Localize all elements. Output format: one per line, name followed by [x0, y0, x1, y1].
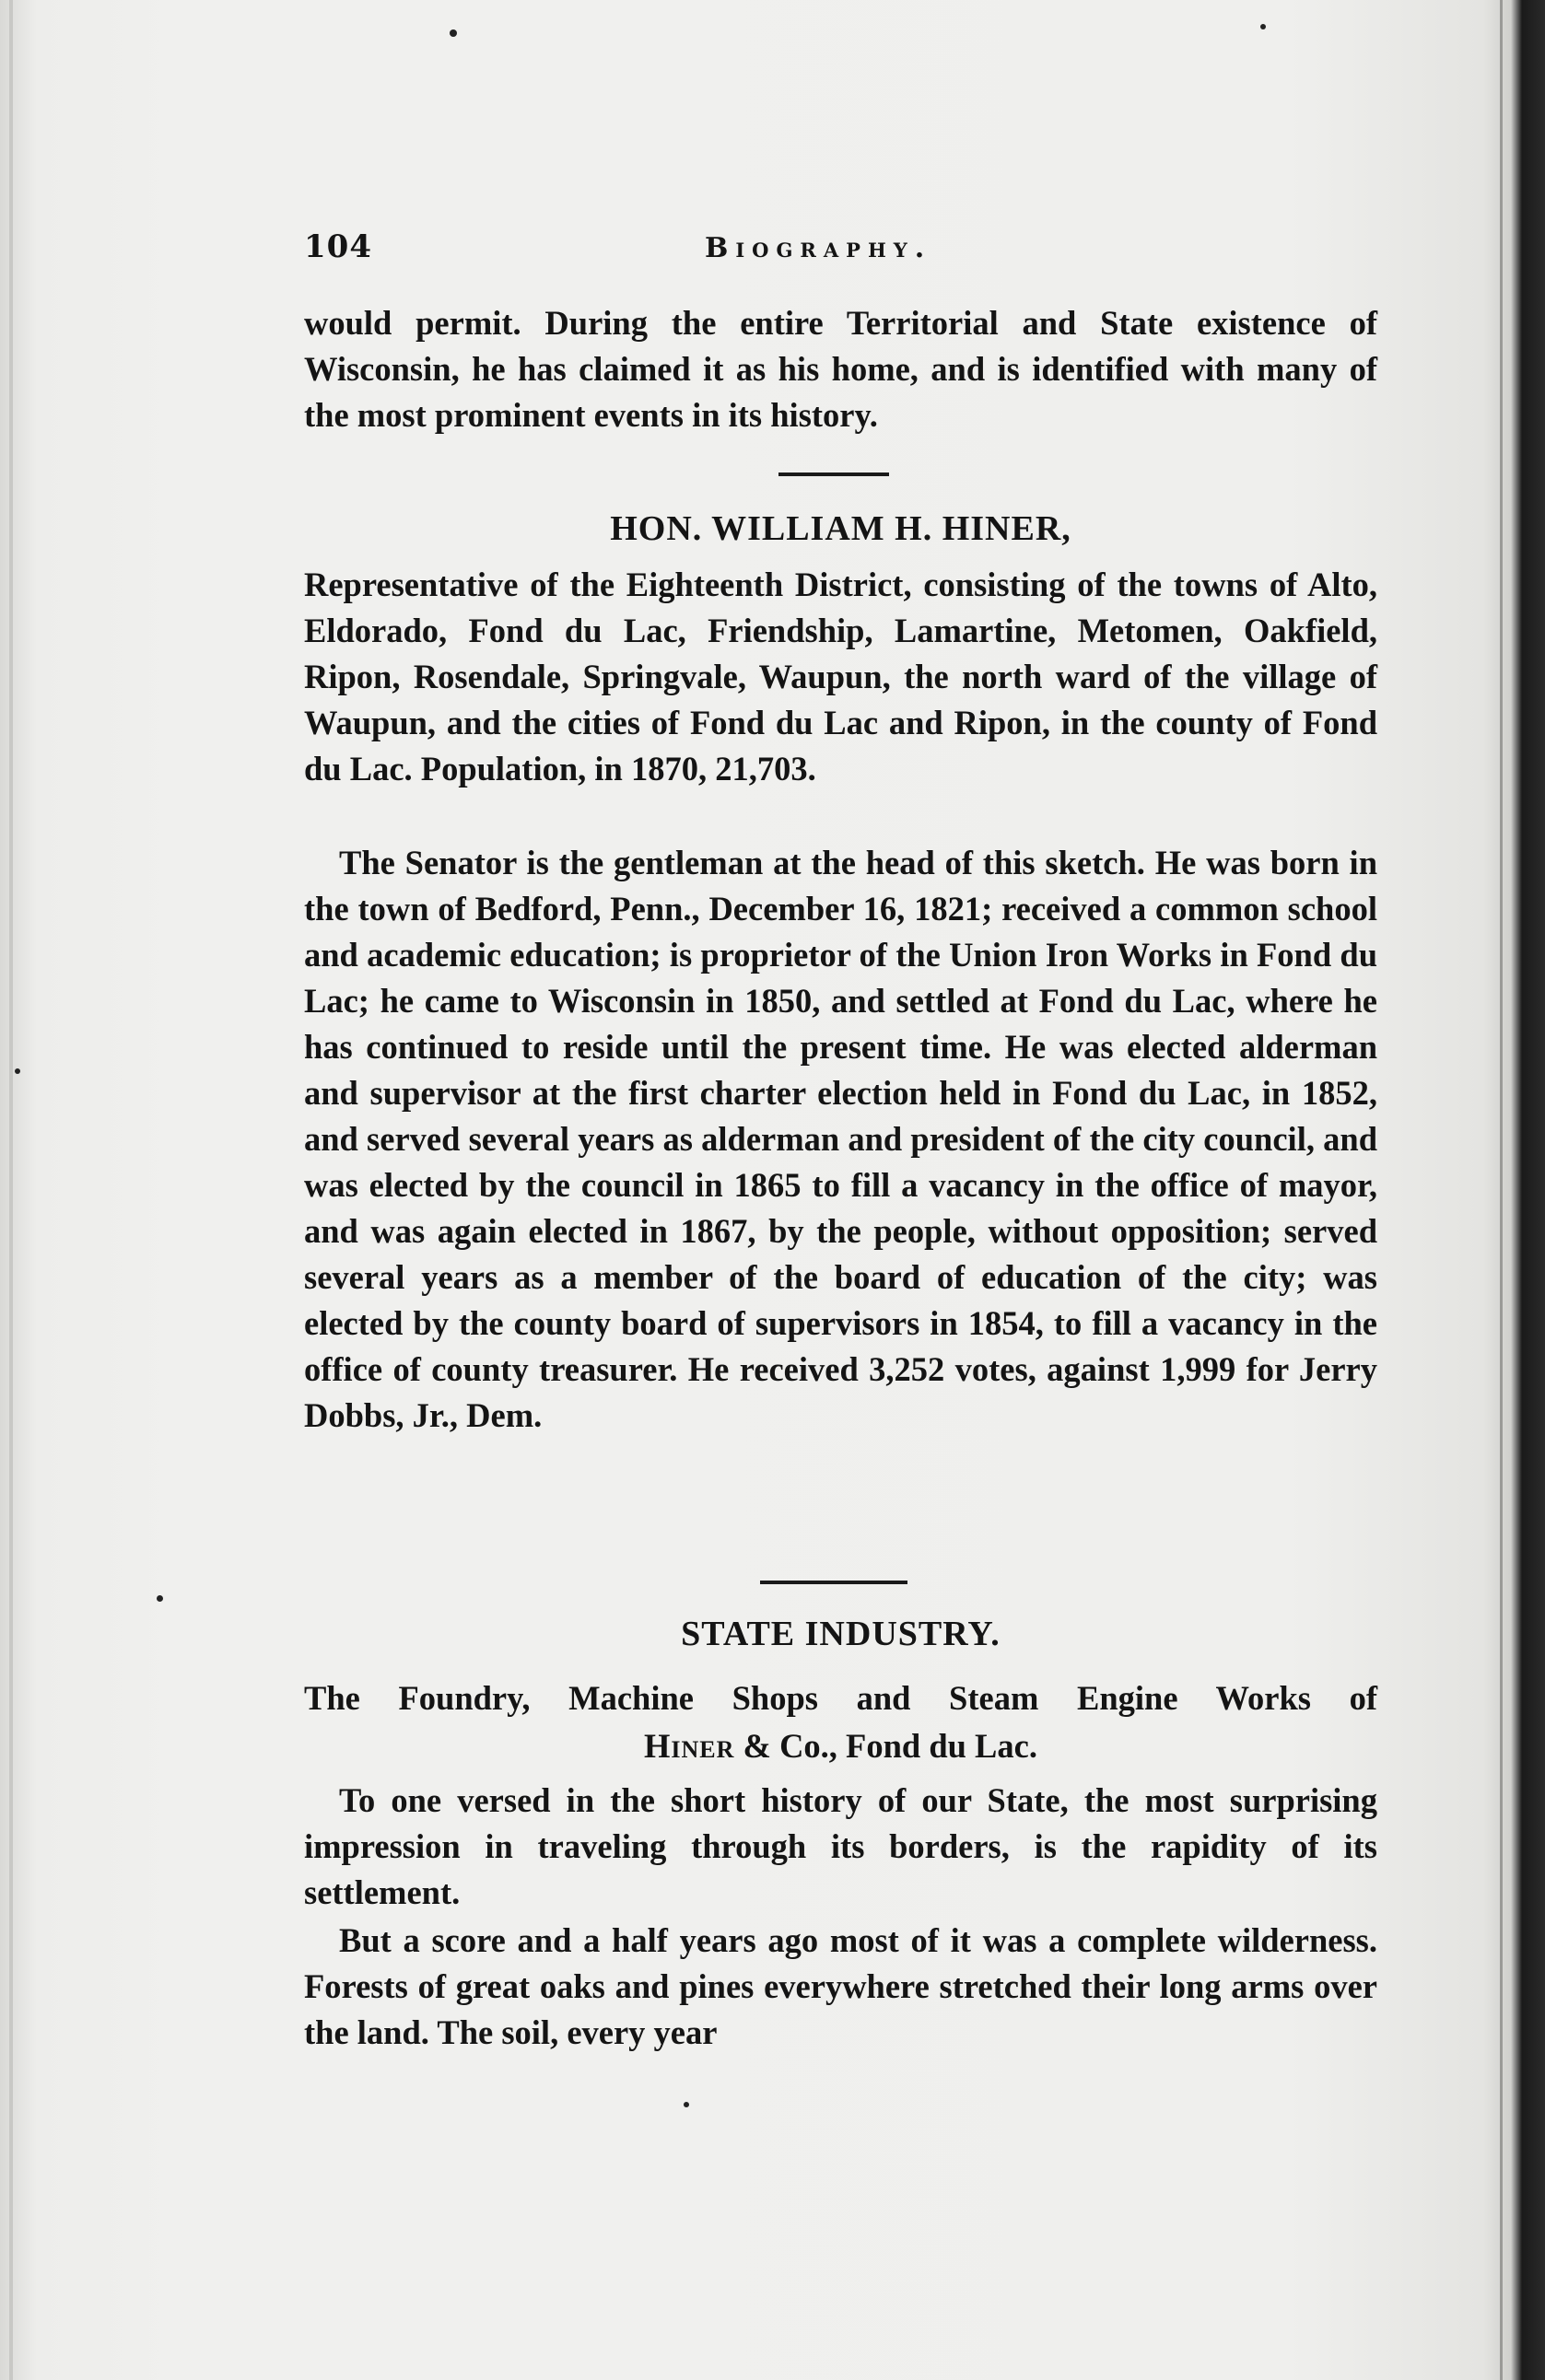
- district-paragraph: Representative of the Eighteenth District, consisting of the towns of Alto, Eldorado, Fond du Lac, Friendship, Lamartine, Metomen, Oakfield, Ripon, Rosendale, Springvale, Waupun, the north ward of the village of Waupun, and the cities of Fond du Lac and Ripon, in the county of Fond du Lac. Population, in 1870, 21,703.: [304, 566, 1377, 788]
- firm-name: Hiner: [644, 1727, 735, 1765]
- firm-location: & Co., Fond du Lac.: [734, 1727, 1037, 1765]
- hiner-section-title: HON. WILLIAM H. HINER,: [610, 509, 1071, 548]
- subtitle-line-1: The Foundry, Machine Shops and Steam Engine Works of: [304, 1679, 1377, 1717]
- page-number: 104: [304, 228, 372, 265]
- scan-speck: [157, 1595, 163, 1602]
- industry-paragraph-2: But a score and a half years ago most of it was a complete wilderness. Forests of great oaks and pines everywhere stretched their long arms over the land. The soil, every year: [304, 1921, 1377, 2051]
- continuation-paragraph: would permit. During the entire Territorial and State existence of Wisconsin, he has claimed it as his home, and is identified with many of the most prominent events in its history.: [304, 304, 1377, 434]
- scan-speck: [450, 29, 457, 37]
- state-industry-title: STATE INDUSTRY.: [681, 1615, 1001, 1653]
- section-divider: [778, 472, 889, 476]
- section-divider: [760, 1581, 907, 1584]
- book-spine-edge: [1500, 0, 1503, 2380]
- subtitle-line-2: [304, 1722, 1377, 1770]
- scan-speck: [684, 2102, 689, 2107]
- scan-speck: [15, 1068, 20, 1074]
- industry-paragraph-1: To one versed in the short history of our State, the most surprising impression in traveling through its borders, is the rapidity of its settlement.: [304, 1781, 1377, 1911]
- scan-speck: [1260, 24, 1266, 29]
- page-header: [304, 228, 1377, 269]
- running-head: Biography.: [705, 232, 932, 264]
- biography-paragraph: The Senator is the gentleman at the head of this sketch. He was born in the town of Bedford, Penn., December 16, 1821; received a common school and academic education; is proprietor of the Union Iron Works in Fond du Lac; he came to Wisconsin in 1850, and settled at Fond du Lac, where he has continued to reside until the present time. He was elected alderman and supervisor at the first charter election held in Fond du Lac, in 1852, and served several years as alderman and president of the city council, and was elected by the council in 1865 to fill a vacancy in the office of mayor, and was again elected in 1867, by the people, without opposition; served several years as a member of the board of education of the city; was elected by the county board of supervisors in 1854, to fill a vacancy in the office of county treasurer. He received 3,252 votes, against 1,999 for Jerry Dobbs, Jr., Dem.: [304, 844, 1377, 1434]
- page-left-edge: [9, 0, 13, 2380]
- state-industry-subtitle: [304, 1674, 1377, 1770]
